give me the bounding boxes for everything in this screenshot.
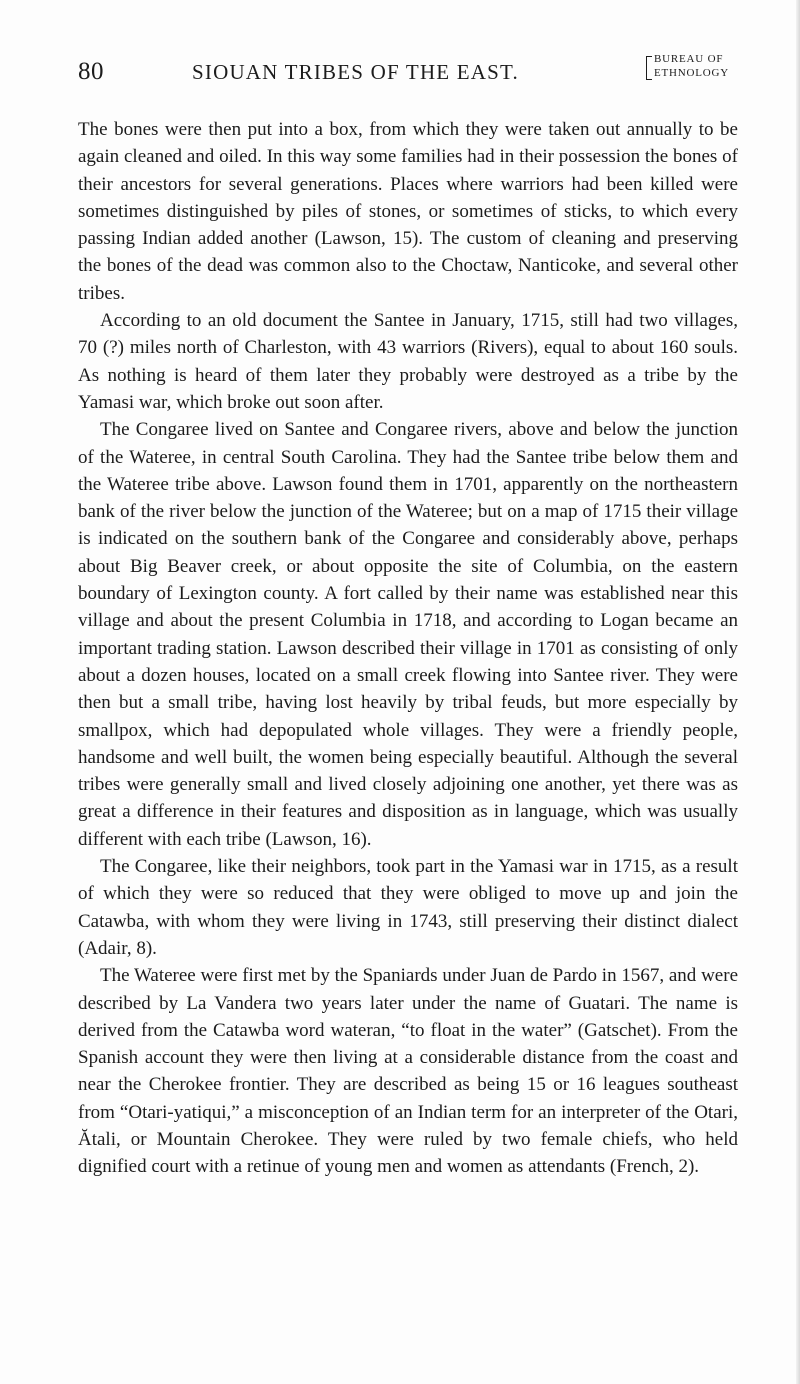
paragraph-congaree-yamasi: The Congaree, like their neighbors, took part in the Yamasi war in 1715, as a result of which they were so reduced that they were obliged to move up and join the Catawba, with whom they were living in 1743, still preserving their distinct dialect (Adair, 8). [78,856,738,959]
bureau-of-ethnology-mark [646,52,729,80]
page-edge-shadow [796,0,800,1384]
bureau-line-1: BUREAU OF [654,53,724,65]
paragraph-wateree: The Wateree were first met by the Spaniards under Juan de Pardo in 1567, and were described by La Vandera two years later under the name of Guatari. The name is derived from the Catawba word wateran, “to float in the water” (Gatschet). From the Spanish account they were then living at a considerable distance from the coast and near the Cherokee frontier. They are described as being 15 or 16 leagues southeast from “Otari-yatiqui,” a misconception of an Indian term for an interpreter of the Otari, Ătali, or Mountain Cherokee. They were ruled by two female chiefs, who held dignified court with a retinue of young men and women as attendants (French, 2). [78,965,738,1178]
paragraph-santee: According to an old document the Santee in January, 1715, still had two villages, 70 (?) miles north of Charleston, with 43 warriors (Rivers), equal to about 160 souls. As nothing is heard of them later they probably were destroyed as a tribe by the Yamasi war, which broke out soon after. [78,310,738,413]
body-text [78,116,738,1181]
bureau-line-2: ETHNOLOGY [654,67,730,79]
paragraph-congaree: The Congaree lived on Santee and Congaree rivers, above and below the junction of the Wateree, in central South Carolina. They had the Santee tribe below them and the Wateree tribe above. Lawson found them in 1701, apparently on the northeastern bank of the river below the junction of the Wateree; but on a map of 1715 their village is indicated on the southern bank of the Congaree and considerably above, perhaps about Big Beaver creek, or about opposite the site of Columbia, on the eastern boundary of Lexington county. A fort called by their name was established near this village and about the present Columbia in 1718, and according to Logan became an important trading station. Lawson described their village in 1701 as consisting of only about a dozen houses, located on a small creek flowing into Santee river. They were then but a small tribe, having lost heavily by tribal feuds, but more especially by smallpox, which had depopulated whole villages. They were a friendly people, handsome and well built, the women being especially beautiful. Although the several tribes were generally small and lived closely adjoining one another, yet there was as great a difference in their features and disposition as in language, which was usually different with each tribe (Lawson, 16). [78,419,738,850]
page-header [78,50,738,92]
paragraph-bones: The bones were then put into a box, from which they were taken out annually to be again cleaned and oiled. In this way some families had in their possession the bones of their ancestors for several generations. Places where warriors had been killed were sometimes distinguished by piles of stones, or sometimes of sticks, to which every passing Indian added another (Lawson, 15). The custom of cleaning and preserving the bones of the dead was common also to the Choctaw, Nanticoke, and several other tribes. [78,119,738,304]
page-number: 80 [78,58,104,85]
running-title: SIOUAN TRIBES OF THE EAST. [192,60,519,84]
